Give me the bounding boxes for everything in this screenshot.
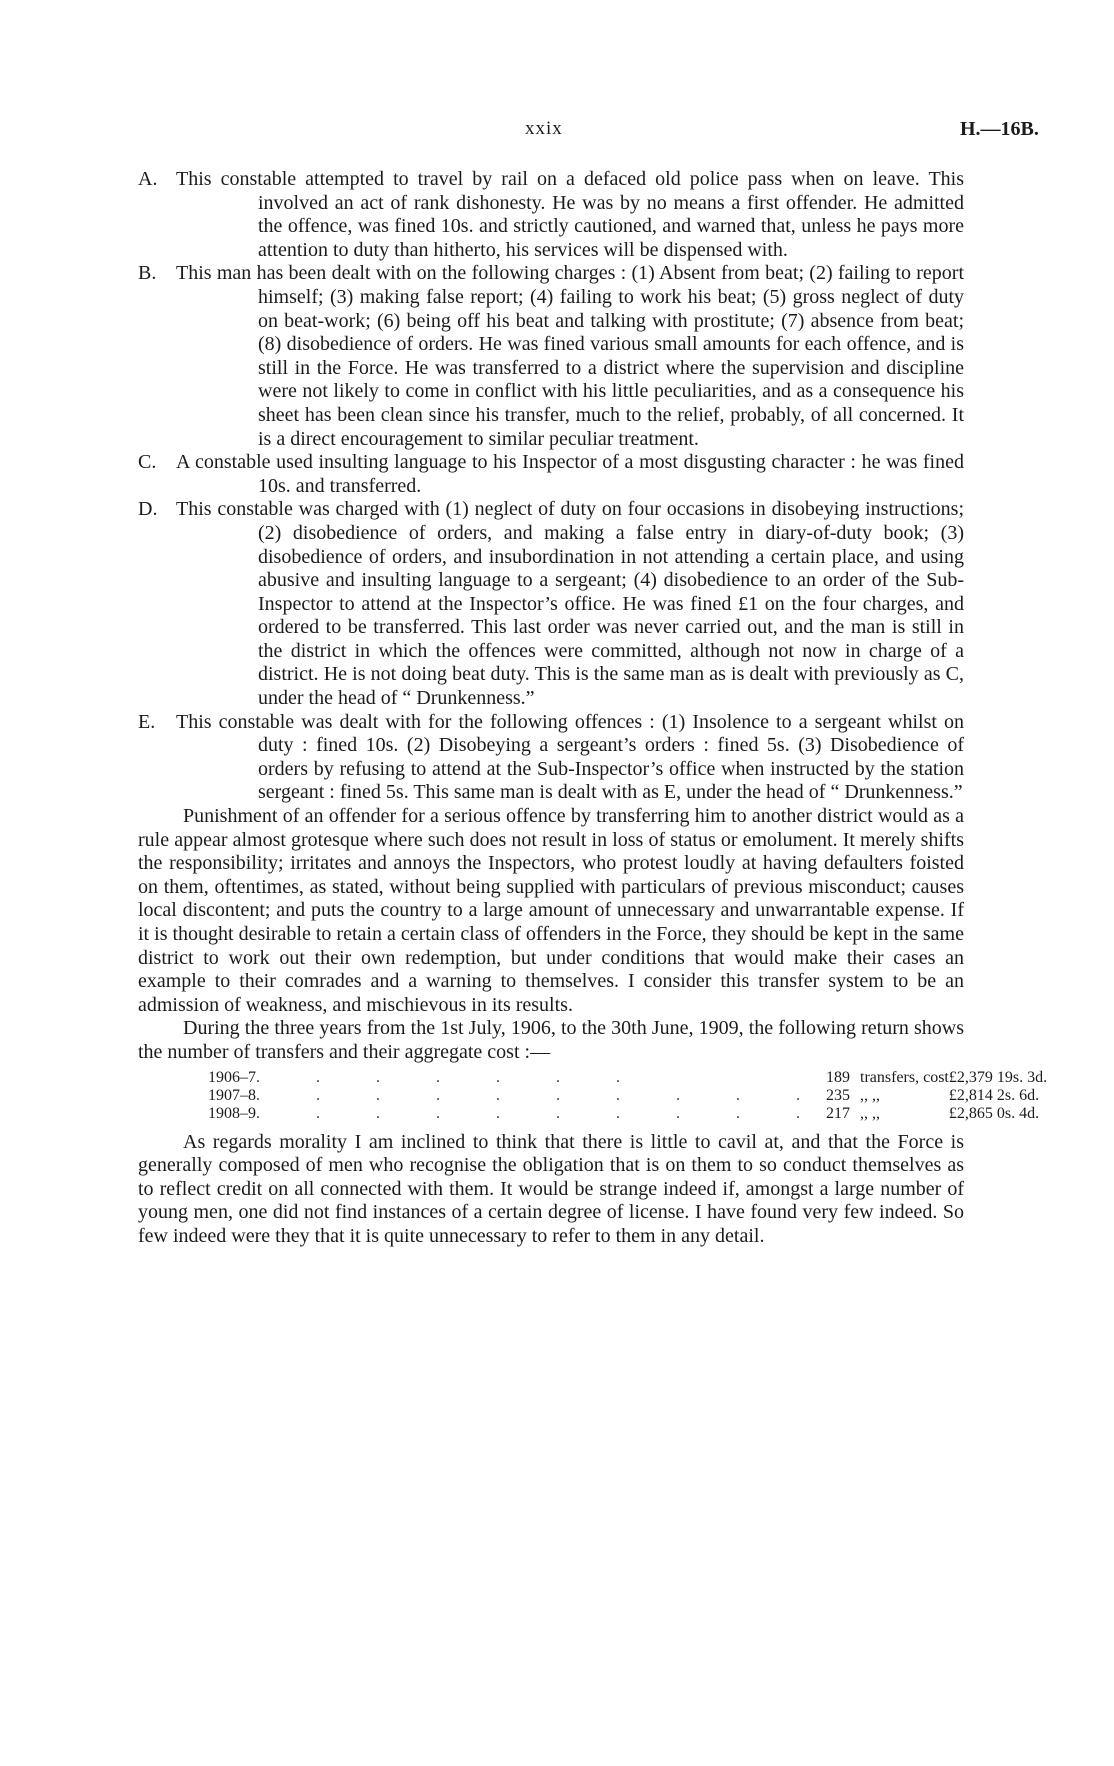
- table-row: [208, 1069, 1047, 1087]
- body-paragraph: Punishment of an offender for a serious offence by transferring him to another district would as a rule appear almost grotesque where such does not result in loss of status or emolument. It merely shifts the responsibility; irritates and annoys the Inspectors, who protest loudly at having defaulters foisted on them, oftentimes, as stated, without being supplied with particulars of previous misconduct; causes local discontent; and puts the country to a large amount of unnecessary and unwarrantable expense. If it is thought desirable to retain a certain class of offenders in the Force, they should be kept in the same district to work out their own redemption, but under conditions that would make their cases an example to their comrades and a warning to themselves. I consider this transfer system to be an admission of weakness, and mischievous in its results.: [138, 805, 964, 1016]
- leader-dots: . . . . . . . . . .: [256, 1086, 826, 1104]
- closing-paragraph: As regards morality I am inclined to think that there is little to cavil at, and that the Force is generally composed of men who recognise the obligation that is on them to so conduct themselves as to reflect credit on all connected with them. It would be strange indeed if, amongst a large number of young men, one did not find instances of a certain degree of license. I have found very few indeed. So few indeed were they that it is quite unnecessary to refer to them in any detail.: [138, 1130, 964, 1247]
- document-reference: H.—16B.: [960, 118, 1039, 140]
- transfer-label: ,, ,,: [860, 1104, 880, 1122]
- year-cell: 1906–7: [208, 1068, 256, 1086]
- year-cell: 1907–8: [208, 1086, 256, 1104]
- case-letter: A.: [138, 168, 158, 190]
- case-text: This man has been dealt with on the following charges : (1) Absent from beat; (2) failing to report himself; (3) making false report; (4) failing to work his beat; (5) gross neglect of duty on beat-work; (6) being off his beat and talking with prostitute; (7) absence from beat; (8) disobedience of orders. He was fined various small amounts for each offence, and is still in the Force. He was transferred to a district where the supervision and discipline were not likely to come in conflict with his little peculiarities, and as a consequence his sheet has been clean since his transfer, much to the relief, probably, of all concerned. It is a direct encouragement to similar peculiar treatment.: [176, 262, 964, 450]
- transfer-cost: £2,865 0s. 4d.: [948, 1104, 1040, 1122]
- case-entry-a: [138, 168, 964, 262]
- transfer-cost: £2,379 19s. 3d.: [948, 1068, 1048, 1086]
- case-entry-e: [138, 711, 964, 805]
- body-paragraph: During the three years from the 1st July, 1906, to the 30th June, 1909, the following return shows the number of transfers and their aggregate cost :—: [138, 1017, 964, 1063]
- case-letter: C.: [138, 451, 157, 474]
- transfer-count: 235: [826, 1086, 850, 1104]
- year-cell: 1908–9: [208, 1104, 256, 1122]
- page-number: xxix: [525, 118, 563, 139]
- case-letter: D.: [138, 498, 158, 521]
- leader-dots: . . . . . . . . . .: [256, 1104, 826, 1122]
- transfer-label: ,, ,,: [860, 1086, 880, 1104]
- case-entry-d: [138, 498, 964, 710]
- case-text: This constable was charged with (1) neglect of duty on four occasions in disobeying instructions; (2) disobedience of orders, and making a false entry in diary-of-duty book; (3) disobedience of orders, and insubordination in not attending a certain place, and using abusive and insulting language to a sergeant; (4) disobedience to an order of the Sub-Inspector to attend at the Inspector’s office. He was fined £1 on the four charges, and ordered to be transferred. This last order was never carried out, and the man is still in the district in which the offences were committed, although not now in charge of a district. He is not doing beat duty. This is the same man as is dealt with previously as C, under the head of “ Drunkenness.”: [176, 498, 964, 710]
- case-entry-b: [138, 262, 964, 451]
- table-row: [208, 1087, 1047, 1105]
- table-row: [208, 1105, 1047, 1123]
- case-letter: B.: [138, 262, 157, 285]
- transfer-cost: £2,814 2s. 6d.: [948, 1086, 1040, 1104]
- case-text: A constable used insulting language to his Inspector of a most disgusting character : he was fined 10s. and transferred.: [176, 451, 964, 497]
- transfer-label: transfers, cost: [860, 1068, 949, 1086]
- page-body: [138, 168, 1048, 1249]
- case-text: This constable attempted to travel by rail on a defaced old police pass when on leave. This involved an act of rank dishonesty. He was by no means a first offender. He admitted the offence, was fined 10s. and strictly cautioned, and warned that, unless he pays more attention to duty than hitherto, his services will be dispensed with.: [176, 168, 964, 261]
- case-letter: E.: [138, 710, 156, 733]
- case-text: This constable was dealt with for the following offences : (1) Insolence to a sergeant whilst on duty : fined 10s. (2) Disobeying a sergeant’s orders : fined 5s. (3) Disobedience of orders by refusing to attend at the Sub-Inspector’s office when instructed by the station sergeant : fined 5s. This same man is dealt with as E, under the head of “ Drunkenness.”: [176, 710, 964, 804]
- transfer-count: 217: [826, 1104, 850, 1122]
- case-entry-c: [138, 451, 964, 498]
- transfer-count: 189: [826, 1068, 850, 1086]
- transfers-table: [208, 1069, 1047, 1123]
- leader-dots: . . . . . . .: [256, 1068, 646, 1086]
